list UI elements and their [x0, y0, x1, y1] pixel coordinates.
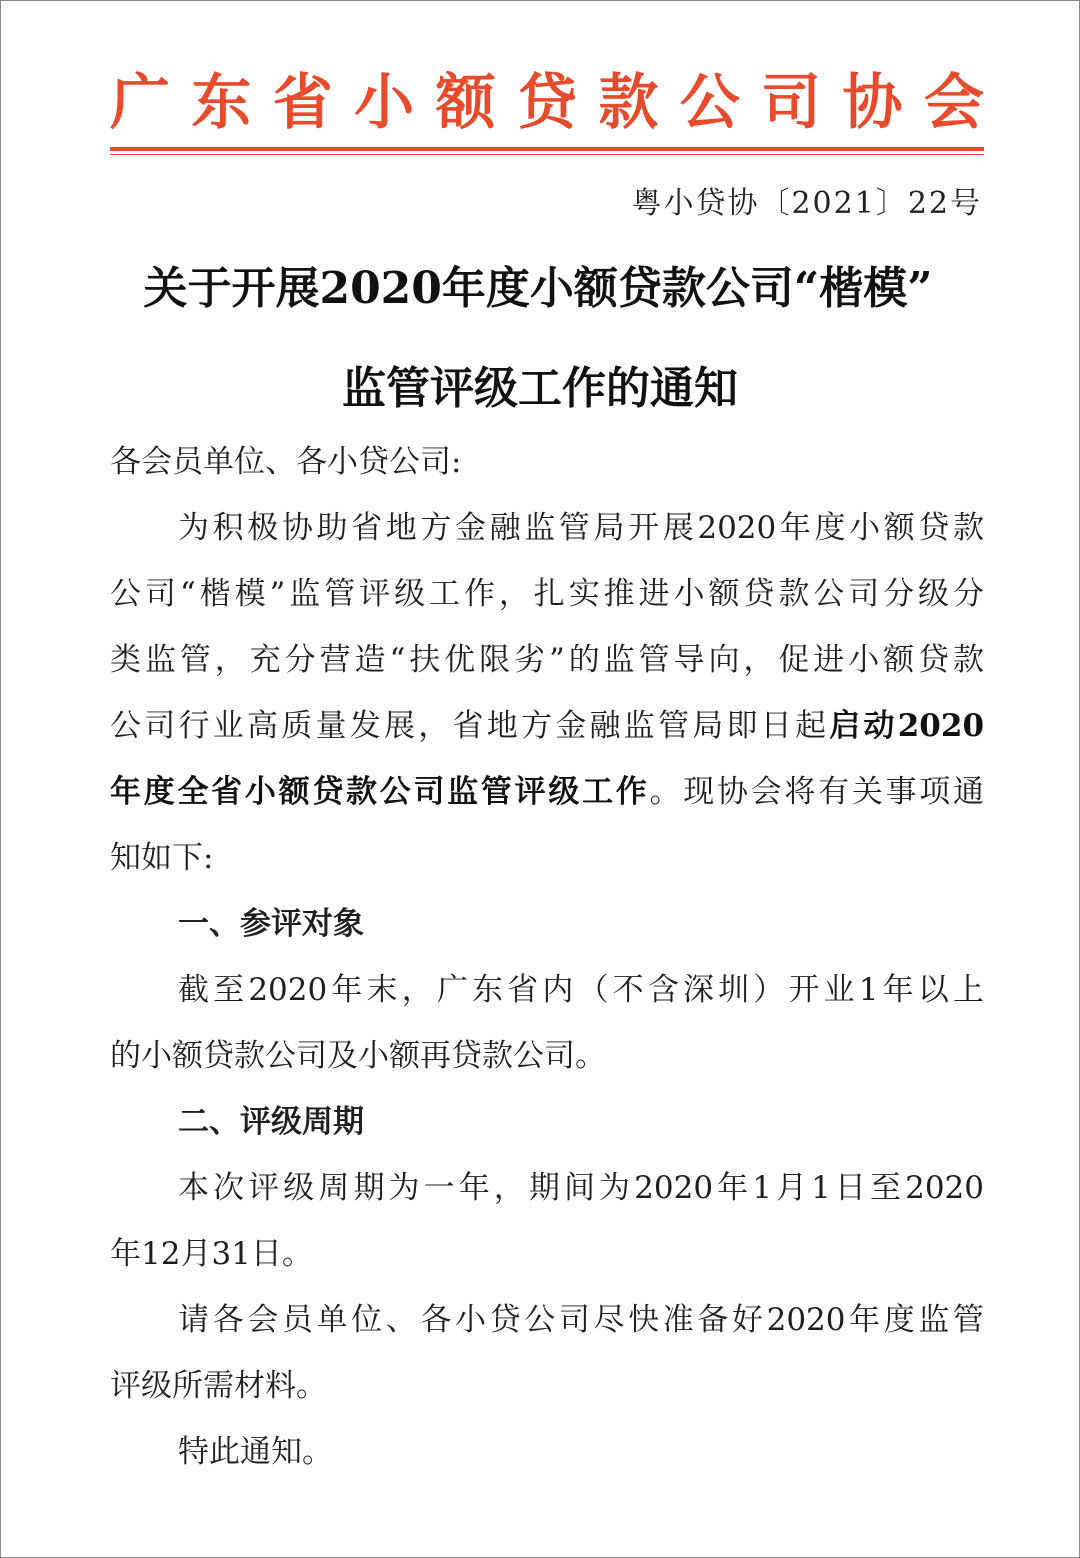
section-1-heading: 一、参评对象: [178, 906, 364, 942]
letterhead-char: 小: [354, 68, 415, 138]
para1-line-2: 公司“楷模”监管评级工作，扎实推进小额贷款公司分级分: [110, 576, 984, 612]
letterhead-char: 协: [842, 68, 903, 138]
letterhead-char: 东: [191, 68, 252, 138]
document-number: 粤小贷协〔2021〕22号: [631, 186, 982, 221]
section-2-line-2: 年12月31日。: [110, 1236, 313, 1272]
section-2-heading: 二、评级周期: [178, 1104, 364, 1140]
letterhead-char: 司: [761, 68, 822, 138]
para1-line-5-emphasis: 年度全省小额贷款公司监管评级工作: [110, 774, 650, 810]
letterhead-char: 公: [679, 68, 740, 138]
salutation: 各会员单位、各小贷公司:: [110, 444, 462, 480]
letterhead-char: 款: [598, 68, 659, 138]
letterhead-char: 会: [923, 68, 984, 138]
title-line-2: 监管评级工作的通知: [342, 363, 738, 414]
closing-line-1: 请各会员单位、各小贷公司尽快准备好2020年度监管: [178, 1302, 984, 1338]
section-1-line-1: 截至2020年末，广东省内（不含深圳）开业1年以上: [178, 972, 984, 1008]
para1-line-6: 知如下:: [110, 840, 214, 876]
para1-line-1: 为积极协助省地方金融监管局开展2020年度小额贷款: [178, 510, 984, 546]
letterhead-char: 额: [435, 68, 496, 138]
letterhead-char: 广: [110, 68, 170, 138]
para1-line-4-emphasis: 启动2020: [829, 708, 985, 744]
para1-line-5: [110, 772, 984, 812]
para1-line-4: [110, 706, 984, 746]
section-1-line-2: 的小额贷款公司及小额再贷款公司。: [110, 1038, 606, 1074]
letterhead-org-name: [110, 66, 984, 140]
para1-line-4-text: 公司行业高质量发展，省地方金融监管局即日起: [110, 708, 830, 744]
letterhead-rule-thick: [110, 147, 984, 151]
closing-line-3: 特此通知。: [178, 1434, 333, 1470]
letterhead-rule-thin: [110, 154, 984, 155]
section-2-line-1: 本次评级周期为一年，期间为2020年1月1日至2020: [178, 1170, 984, 1206]
letterhead-char: 贷: [516, 68, 577, 138]
closing-line-2: 评级所需材料。: [110, 1368, 327, 1404]
letterhead-char: 省: [272, 68, 333, 138]
title-line-1: 关于开展2020年度小额贷款公司“楷模”: [143, 263, 933, 314]
para1-line-3: 类监管，充分营造“扶优限劣”的监管导向，促进小额贷款: [110, 642, 984, 678]
para1-line-5-text: 。现协会将有关事项通: [649, 774, 985, 810]
